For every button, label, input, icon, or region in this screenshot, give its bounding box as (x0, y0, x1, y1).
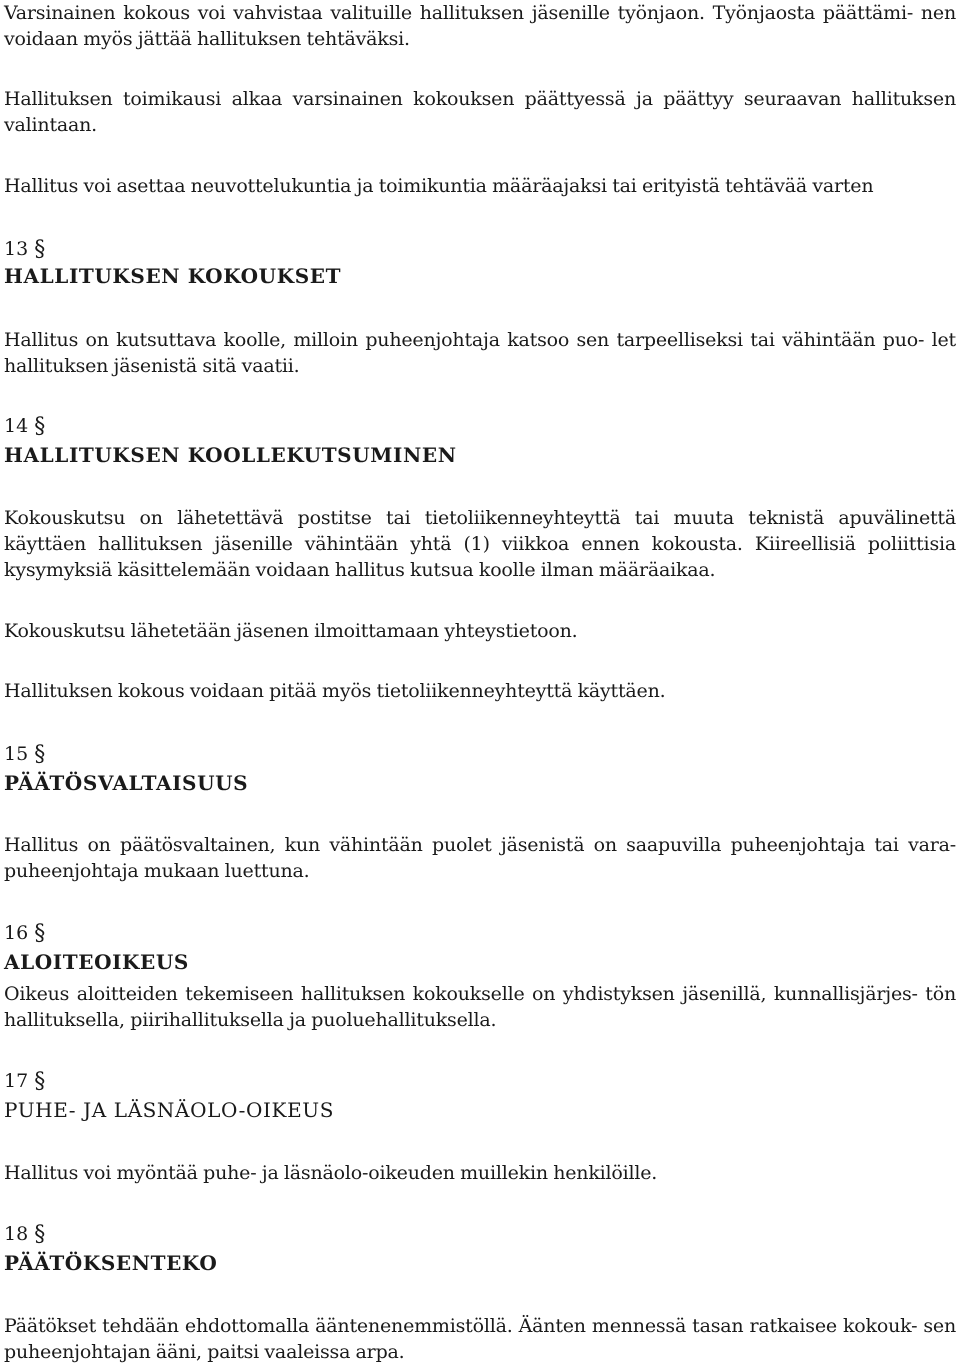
section-number: 16 (4, 922, 29, 944)
intro-paragraph-2: Hallituksen toimikausi alkaa varsinainen kokouksen päättyessä ja päättyy seuraavan hallituksen valintaan. (4, 88, 956, 136)
section-heading-14: HALLITUKSEN KOOLLEKUTSUMINEN (4, 443, 457, 467)
section-number: 17 (4, 1070, 29, 1092)
section-heading-18: PÄÄTÖKSENTEKO (4, 1251, 218, 1275)
section-17-paragraph-1: Hallitus voi myöntää puhe- ja läsnäolo-oikeuden muillekin henkilöille. (4, 1162, 658, 1184)
section-14-paragraph-2: Kokouskutsu lähetetään jäsenen ilmoittamaan yhteystietoon. (4, 620, 578, 642)
section-sign-icon: § (34, 414, 46, 439)
section-sign-icon: § (34, 921, 46, 946)
section-number: 15 (4, 743, 29, 765)
section-number-17 (4, 1068, 956, 1094)
section-14-paragraph-3: Hallituksen kokous voidaan pitää myös tietoliikenneyhteyttä käyttäen. (4, 680, 666, 702)
section-sign-icon: § (34, 1069, 46, 1094)
section-number-18 (4, 1221, 956, 1247)
section-number: 14 (4, 415, 29, 437)
section-number: 13 (4, 238, 29, 260)
section-number: 18 (4, 1223, 29, 1245)
intro-paragraph-1: Varsinainen kokous voi vahvistaa valituille hallituksen jäsenille työnjaon. Työnjaosta päättämi- nen voidaan myös jättää hallituksen tehtäväksi. (4, 2, 956, 50)
section-number-16 (4, 920, 956, 946)
section-heading-17: PUHE- JA LÄSNÄOLO-OIKEUS (4, 1098, 335, 1122)
section-15-paragraph-1: Hallitus on päätösvaltainen, kun vähintään puolet jäsenistä on saapuvilla puheenjohtaja tai vara- puheenjohtaja mukaan luettuna. (4, 834, 956, 882)
section-number-13 (4, 236, 956, 262)
section-heading-15: PÄÄTÖSVALTAISUUS (4, 771, 249, 795)
section-number-14 (4, 413, 956, 439)
section-number-15 (4, 741, 956, 767)
section-sign-icon: § (34, 1222, 46, 1247)
intro-paragraph-3: Hallitus voi asettaa neuvottelukuntia ja toimikuntia määräajaksi tai erityistä tehtävää varten (4, 175, 874, 197)
section-heading-16: ALOITEOIKEUS (4, 950, 189, 974)
section-heading-13: HALLITUKSEN KOKOUKSET (4, 264, 342, 288)
section-13-paragraph-1: Hallitus on kutsuttava koolle, milloin puheenjohtaja katsoo sen tarpeelliseksi tai vähintään puo- let hallituksen jäsenistä sitä vaatii. (4, 329, 956, 377)
section-18-paragraph-1: Päätökset tehdään ehdottomalla ääntenenemmistöllä. Äänten mennessä tasan ratkaisee kokouk- sen puheenjohtajan ääni, paitsi vaaleissa arpa. (4, 1315, 956, 1363)
section-sign-icon: § (34, 742, 46, 767)
section-16-paragraph-1: Oikeus aloitteiden tekemiseen hallituksen kokoukselle on yhdistyksen jäsenillä, kunnallisjärjes- tön hallituksella, piirihallituksella ja puoluehallituksella. (4, 983, 956, 1031)
section-sign-icon: § (34, 237, 46, 262)
section-14-paragraph-1: Kokouskutsu on lähetettävä postitse tai tietoliikenneyhteyttä tai muuta teknistä apuvälinettä käyttäen hallituksen jäsenille vähintään yhtä (1) viikkoa ennen kokousta. Kiireellisiä poliittisia kysymyksiä käsittelemään voidaan hallitus kutsua koolle ilman määräaikaa. (4, 507, 956, 581)
